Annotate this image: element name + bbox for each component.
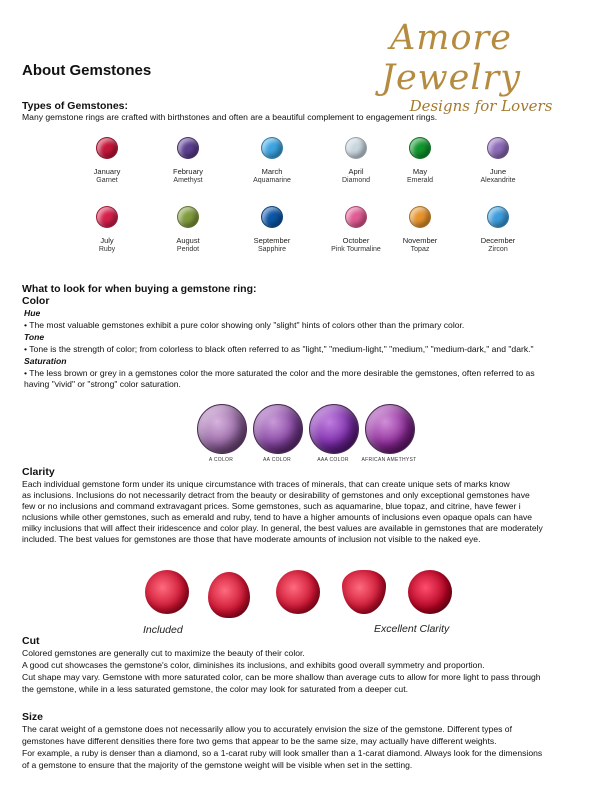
clarity-line-2: as inclusions. Inclusions do not necessarily detract from the beauty or desirability of gemstones and only exceptional gemstones have (22, 490, 530, 500)
excellent-clarity-label: Excellent Clarity (374, 623, 450, 635)
gemstone-image (261, 137, 283, 159)
birthstone-month: January (93, 167, 121, 176)
grade-aaa-label: AAA COLOR (317, 457, 349, 463)
included-label: Included (143, 624, 183, 636)
hue-text: • The most valuable gemstones exhibit a pure color showing only "slight" hints of colors other than the primary color. (24, 320, 465, 330)
size-line-2: gemstones have different densities there fore two gems that appear to be the same size, may actually have different weights. (22, 736, 497, 746)
cut-line-4: the gemstone, while in a less saturated gemstone, the color may look for saturated from a deeper cut. (22, 684, 408, 694)
saturation-text-1: • The less brown or grey in a gemstones color the more saturated the color and the more desirable the gemstones, often referred to as (24, 368, 535, 378)
birthstone-name: Pink Tourmaline (331, 246, 381, 253)
amethyst-african-image (365, 404, 415, 454)
birthstone-month: October (342, 236, 370, 245)
amethyst-a-color-image (197, 404, 247, 454)
gemstone-image (345, 137, 367, 159)
gemstone-image (487, 137, 509, 159)
gemstone-image (345, 206, 367, 228)
ruby-pear-image (342, 570, 386, 614)
birthstone-month: August (176, 236, 200, 245)
gemstone-image (409, 206, 431, 228)
birthstone-name: Alexandrite (480, 177, 516, 184)
grade-african-label: AFRICAN AMETHYST (361, 457, 417, 463)
gemstone-image (177, 137, 199, 159)
birthstone-name: Garnet (96, 177, 118, 184)
hue-label: Hue (24, 308, 41, 318)
birthstone-month: April (348, 167, 364, 176)
logo-main-text: Amore Jewelry (380, 18, 522, 98)
color-heading: Color (22, 295, 50, 307)
ruby-included-image (145, 570, 189, 614)
page-title: About Gemstones (22, 62, 152, 79)
clarity-line-1: Each individual gemstone form under its unique circumstance with traces of minerals, that can create unique sets of marks know (22, 479, 510, 489)
clarity-line-4: nclusions while other gemstones, such as emerald and ruby, tend to have a higher amounts of inclusions even opaque opals can have (22, 512, 533, 522)
gemstone-image (96, 137, 118, 159)
birthstone-item (153, 137, 223, 185)
birthstone-name: Sapphire (257, 246, 287, 253)
birthstone-name: Ruby (98, 246, 116, 253)
birthstone-month: September (253, 236, 291, 245)
gemstone-image (487, 206, 509, 228)
gemstone-image (177, 206, 199, 228)
birthstone-name: Emerald (406, 177, 434, 184)
birthstone-name: Aquamarine (253, 177, 291, 184)
birthstone-month: June (489, 167, 507, 176)
birthstone-month: November (402, 236, 438, 245)
birthstone-month: May (412, 167, 428, 176)
cut-line-3: Cut shape may vary. Gemstone with more saturated color, can be more shallow than average cuts to allow for more light to pass through (22, 672, 541, 682)
ruby-oval-image (208, 572, 250, 618)
birthstone-name: Peridot (176, 246, 200, 253)
cut-line-1: Colored gemstones are generally cut to maximize the beauty of their color. (22, 648, 305, 658)
amethyst-aaa-color-image (309, 404, 359, 454)
birthstone-item (237, 206, 307, 254)
types-heading: Types of Gemstones: (22, 100, 128, 112)
size-line-4: of a gemstone to ensure that the majority of the gemstone weight will be visible when set in the setting. (22, 760, 413, 770)
birthstone-item (153, 206, 223, 254)
birthstone-item (72, 206, 142, 254)
size-line-3: For example, a ruby is denser than a diamond, so a 1-carat ruby will look smaller than a 1-carat diamond. Always look for the dimensions (22, 748, 543, 758)
amethyst-aa-color-image (253, 404, 303, 454)
birthstone-month: February (172, 167, 203, 176)
ruby-round-image (276, 570, 320, 614)
buying-heading: What to look for when buying a gemstone ring: (22, 283, 257, 295)
birthstone-item (72, 137, 142, 185)
birthstone-name: Topaz (410, 246, 430, 253)
saturation-text-2: having "vivid" or "strong" color saturation. (24, 379, 181, 389)
birthstone-name: Zircon (488, 246, 508, 253)
grade-aa-label: AA COLOR (263, 457, 291, 463)
clarity-line-5: milky inclusions that will affect their iridescence and color play. In general, the best values are available in gemstones that are moderately (22, 523, 543, 533)
birthstone-name: Amethyst (173, 177, 203, 184)
birthstone-item (237, 137, 307, 185)
types-intro: Many gemstone rings are crafted with birthstones and often are a beautiful complement to engagement rings. (22, 112, 438, 122)
birthstone-month: July (100, 236, 114, 245)
gemstone-image (261, 206, 283, 228)
gemstone-image (409, 137, 431, 159)
birthstone-item (463, 206, 533, 254)
gemstone-image (96, 206, 118, 228)
clarity-heading: Clarity (22, 466, 55, 478)
birthstone-item (321, 137, 391, 185)
logo-tagline: Designs for Lovers (409, 97, 553, 115)
birthstone-month: December (480, 236, 516, 245)
birthstone-item (321, 206, 391, 254)
birthstone-item (385, 206, 455, 254)
brand-logo (316, 18, 586, 114)
saturation-label: Saturation (24, 356, 67, 366)
clarity-line-6: included. The best values for gemstones are those that have moderate amounts of inclusion not visible to the naked eye. (22, 534, 481, 544)
cut-line-2: A good cut showcases the gemstone's color, diminishes its inclusions, and exhibits good overall symmetry and proportion. (22, 660, 485, 670)
birthstone-item (463, 137, 533, 185)
ruby-excellent-image (408, 570, 452, 614)
tone-text: • Tone is the strength of color; from colorless to black often referred to as "light," "medium-light," "medium," "medium-dark," and "dark." (24, 344, 534, 354)
size-line-1: The carat weight of a gemstone does not necessarily allow you to accurately envision the size of the gemstone. Different types of (22, 724, 512, 734)
birthstone-name: Diamond (341, 177, 370, 184)
birthstone-item (385, 137, 455, 185)
clarity-line-3: few or no inclusions and command extravagant prices. Some gemstones, such as aquamarine, blue topaz, and citrine, have fewer i (22, 501, 521, 511)
grade-a-label: A COLOR (208, 457, 234, 463)
cut-heading: Cut (22, 635, 40, 647)
birthstone-month: March (261, 167, 283, 176)
tone-label: Tone (24, 332, 45, 342)
size-heading: Size (22, 711, 44, 723)
